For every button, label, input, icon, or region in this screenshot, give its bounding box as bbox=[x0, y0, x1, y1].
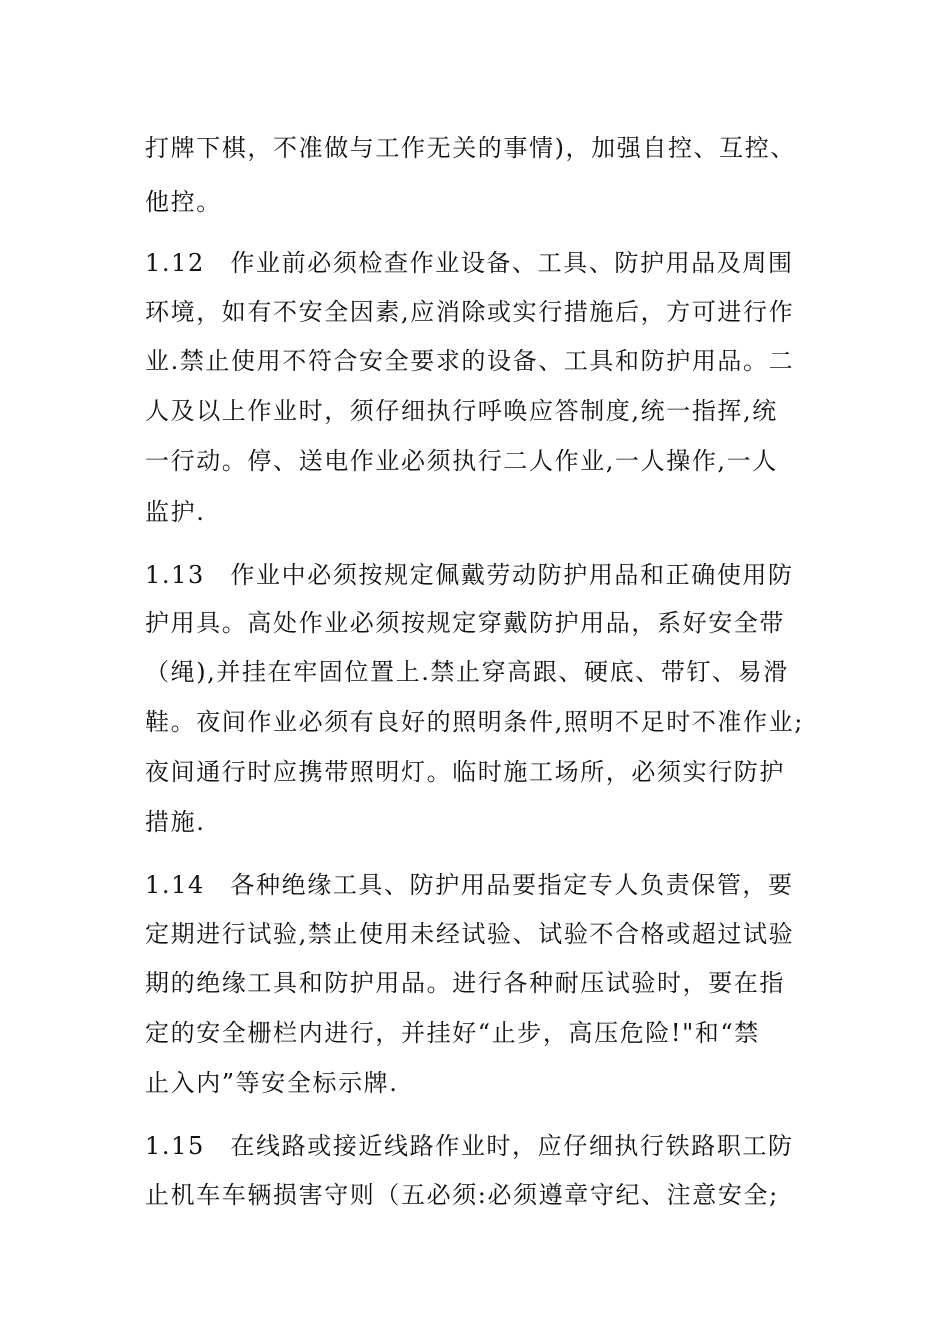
text-line: 定期进行试验,禁止使用未经试验、试验不合格或超过试验 bbox=[145, 920, 795, 948]
text-line: 止机车车辆损害守则（五必须:必须遵章守纪、注意安全; bbox=[145, 1181, 779, 1209]
text-line: 夜间通行时应携带照明灯。临时施工场所，必须实行防护 bbox=[145, 758, 785, 786]
text-line: 业.禁止使用不符合安全要求的设备、工具和防护用品。二 bbox=[145, 347, 795, 375]
clause-1-14-line: 1.14 各种绝缘工具、防护用品要指定专人负责保管，要 bbox=[145, 871, 794, 899]
text-line: 他控。 bbox=[145, 188, 222, 216]
text-line: （绳),并挂在牢固位置上.禁止穿高跟、硬底、带钉、易滑 bbox=[145, 658, 789, 686]
clause-1-15-line: 1.15 在线路或接近线路作业时，应仔细执行铁路职工防 bbox=[145, 1132, 794, 1160]
text-line: 鞋。夜间作业必须有良好的照明条件,照明不足时不准作业; bbox=[145, 708, 804, 736]
clause-1-13-line: 1.13 作业中必须按规定佩戴劳动防护用品和正确使用防 bbox=[145, 561, 794, 589]
text-line: 措施. bbox=[145, 808, 206, 836]
text-line: 监护. bbox=[145, 498, 206, 526]
text-line: 打牌下棋，不准做与工作无关的事情)，加强自控、互控、 bbox=[145, 134, 796, 162]
clause-1-12-line: 1.12 作业前必须检查作业设备、工具、防护用品及周围 bbox=[145, 249, 794, 277]
text-line: 一行动。停、送电作业必须执行二人作业,一人操作,一人 bbox=[145, 447, 778, 475]
text-line: 人及以上作业时，须仔细执行呼唤应答制度,统一指挥,统 bbox=[145, 397, 778, 425]
text-line: 止入内”等安全标示牌. bbox=[145, 1069, 399, 1097]
text-line: 护用具。高处作业必须按规定穿戴防护用品，系好安全带 bbox=[145, 609, 785, 637]
text-line: 定的安全栅栏内进行，并挂好“止步，高压危险!"和“禁 bbox=[145, 1019, 760, 1047]
text-line: 期的绝缘工具和防护用品。进行各种耐压试验时，要在指 bbox=[145, 969, 785, 997]
text-line: 环境，如有不安全因素,应消除或实行措施后，方可进行作 bbox=[145, 298, 795, 326]
